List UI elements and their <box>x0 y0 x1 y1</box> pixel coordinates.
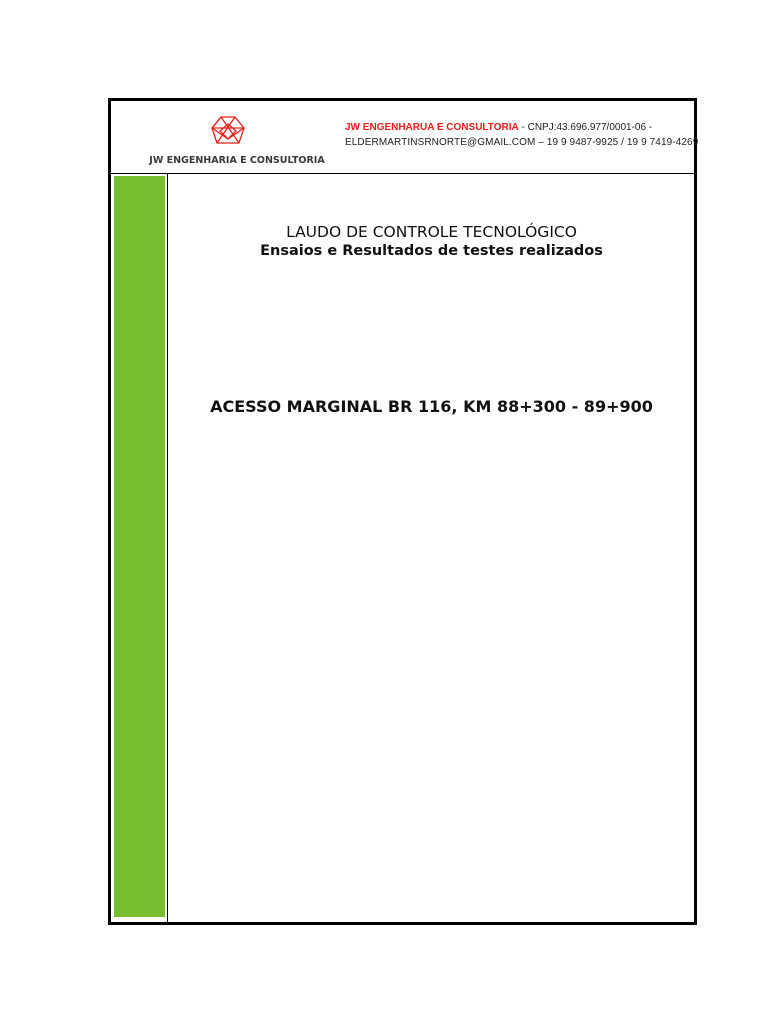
contact-email-phone: ELDERMARTINSRNORTE@GMAIL.COM – 19 9 9487-9925 / 19 9 7419-4269 <box>345 137 699 148</box>
company-name: JW ENGENHARUA E CONSULTORIA <box>345 122 519 133</box>
title-block <box>169 223 694 260</box>
contact-line-1 <box>345 120 698 135</box>
green-sidebar-bar <box>114 176 165 917</box>
company-logo <box>137 115 337 171</box>
document-title: LAUDO DE CONTROLE TECNOLÓGICO <box>286 223 577 241</box>
project-title: ACESSO MARGINAL BR 116, KM 88+300 - 89+900 <box>210 397 653 416</box>
document-subtitle: Ensaios e Resultados de testes realizados <box>260 243 603 259</box>
geodesic-sphere-icon <box>208 115 248 149</box>
contact-info <box>345 120 698 150</box>
document-frame <box>108 98 697 925</box>
cnpj-text: - CNPJ:43.696.977/0001-06 - <box>518 122 653 133</box>
logo-text: JW ENGENHARIA E CONSULTORIA <box>149 155 325 166</box>
document-header <box>111 101 699 174</box>
